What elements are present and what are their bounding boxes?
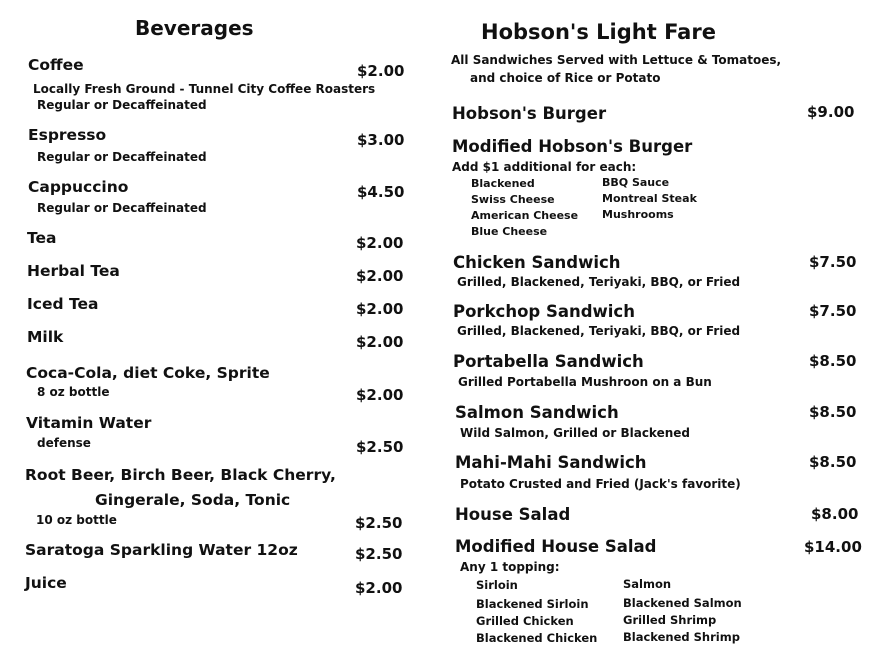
porkchop-sandwich-desc: Grilled, Blackened, Teriyaki, BBQ, or Fried [457, 324, 741, 338]
vitamin-water-desc: defense [37, 436, 91, 450]
salad-option-grilled-chicken: Grilled Chicken [476, 614, 574, 628]
espresso-price: $3.00 [357, 131, 405, 149]
tea-name: Tea [27, 229, 57, 247]
herbal-tea-price: $2.00 [356, 267, 404, 285]
salad-option-grilled-shrimp: Grilled Shrimp [623, 613, 717, 627]
burger-option-mushrooms: Mushrooms [602, 208, 674, 221]
burger-option-american: American Cheese [471, 209, 579, 222]
mahi-sandwich-desc: Potato Crusted and Fried (Jack's favorite) [460, 477, 741, 491]
hobsons-burger-price: $9.00 [807, 103, 855, 121]
herbal-tea-name: Herbal Tea [27, 262, 120, 280]
porkchop-sandwich-name: Porkchop Sandwich [453, 302, 635, 321]
porkchop-sandwich-price: $7.50 [809, 302, 857, 320]
house-salad-name: House Salad [455, 505, 571, 524]
saratoga-name: Saratoga Sparkling Water 12oz [25, 541, 298, 559]
salmon-sandwich-name: Salmon Sandwich [455, 403, 619, 422]
modified-burger-desc: Add $1 additional for each: [452, 160, 637, 174]
soda-name: Coca-Cola, diet Coke, Sprite [26, 364, 270, 382]
chicken-sandwich-name: Chicken Sandwich [453, 253, 621, 272]
saratoga-price: $2.50 [355, 545, 403, 563]
burger-option-montreal: Montreal Steak [602, 192, 697, 205]
modified-salad-name: Modified House Salad [455, 537, 657, 556]
coffee-desc-2: Regular or Decaffeinated [37, 98, 207, 112]
salad-option-blackened-salmon: Blackened Salmon [623, 596, 742, 610]
root-beer-name: Root Beer, Birch Beer, Black Cherry, [25, 466, 336, 484]
modified-burger-name: Modified Hobson's Burger [452, 137, 693, 156]
burger-option-blackened: Blackened [471, 177, 535, 190]
soda-price: $2.00 [356, 386, 404, 404]
burger-option-swiss: Swiss Cheese [471, 193, 555, 206]
coffee-price: $2.00 [357, 62, 405, 80]
portabella-sandwich-name: Portabella Sandwich [453, 352, 644, 371]
milk-name: Milk [27, 328, 64, 346]
chicken-sandwich-desc: Grilled, Blackened, Teriyaki, BBQ, or Fried [457, 275, 741, 289]
coffee-desc-1: Locally Fresh Ground - Tunnel City Coffee Roasters [33, 82, 376, 96]
root-beer-name-2: Gingerale, Soda, Tonic [95, 491, 291, 509]
beverages-title: Beverages [135, 16, 254, 40]
light-fare-title: Hobson's Light Fare [481, 20, 716, 44]
modified-salad-price: $14.00 [804, 538, 862, 556]
milk-price: $2.00 [356, 333, 404, 351]
cappuccino-price: $4.50 [357, 183, 405, 201]
salad-option-sirloin: Sirloin [476, 578, 518, 592]
espresso-name: Espresso [28, 126, 107, 144]
juice-name: Juice [25, 574, 67, 592]
portabella-sandwich-price: $8.50 [809, 352, 857, 370]
salmon-sandwich-desc: Wild Salmon, Grilled or Blackened [460, 426, 691, 440]
house-salad-price: $8.00 [811, 505, 859, 523]
modified-salad-desc: Any 1 topping: [460, 560, 560, 574]
burger-option-bbq: BBQ Sauce [602, 176, 670, 189]
iced-tea-name: Iced Tea [27, 295, 99, 313]
chicken-sandwich-price: $7.50 [809, 253, 857, 271]
hobsons-burger-name: Hobson's Burger [452, 104, 607, 123]
burger-option-blue: Blue Cheese [471, 225, 548, 238]
salad-option-blackened-chicken: Blackened Chicken [476, 631, 598, 645]
cappuccino-desc: Regular or Decaffeinated [37, 201, 207, 215]
root-beer-price: $2.50 [355, 514, 403, 532]
espresso-desc: Regular or Decaffeinated [37, 150, 207, 164]
root-beer-desc: 10 oz bottle [36, 513, 117, 527]
salad-option-blackened-sirloin: Blackened Sirloin [476, 597, 589, 611]
coffee-name: Coffee [28, 56, 84, 74]
salad-option-blackened-shrimp: Blackened Shrimp [623, 630, 740, 644]
salad-option-salmon: Salmon [623, 577, 672, 591]
cappuccino-name: Cappuccino [28, 178, 129, 196]
light-fare-intro-1: All Sandwiches Served with Lettuce & Tomatoes, [451, 53, 782, 67]
mahi-sandwich-price: $8.50 [809, 453, 857, 471]
mahi-sandwich-name: Mahi-Mahi Sandwich [455, 453, 647, 472]
tea-price: $2.00 [356, 234, 404, 252]
iced-tea-price: $2.00 [356, 300, 404, 318]
portabella-sandwich-desc: Grilled Portabella Mushroon on a Bun [458, 375, 712, 389]
vitamin-water-name: Vitamin Water [26, 414, 152, 432]
light-fare-intro-2: and choice of Rice or Potato [470, 71, 661, 85]
juice-price: $2.00 [355, 579, 403, 597]
vitamin-water-price: $2.50 [356, 438, 404, 456]
salmon-sandwich-price: $8.50 [809, 403, 857, 421]
soda-desc: 8 oz bottle [37, 385, 110, 399]
